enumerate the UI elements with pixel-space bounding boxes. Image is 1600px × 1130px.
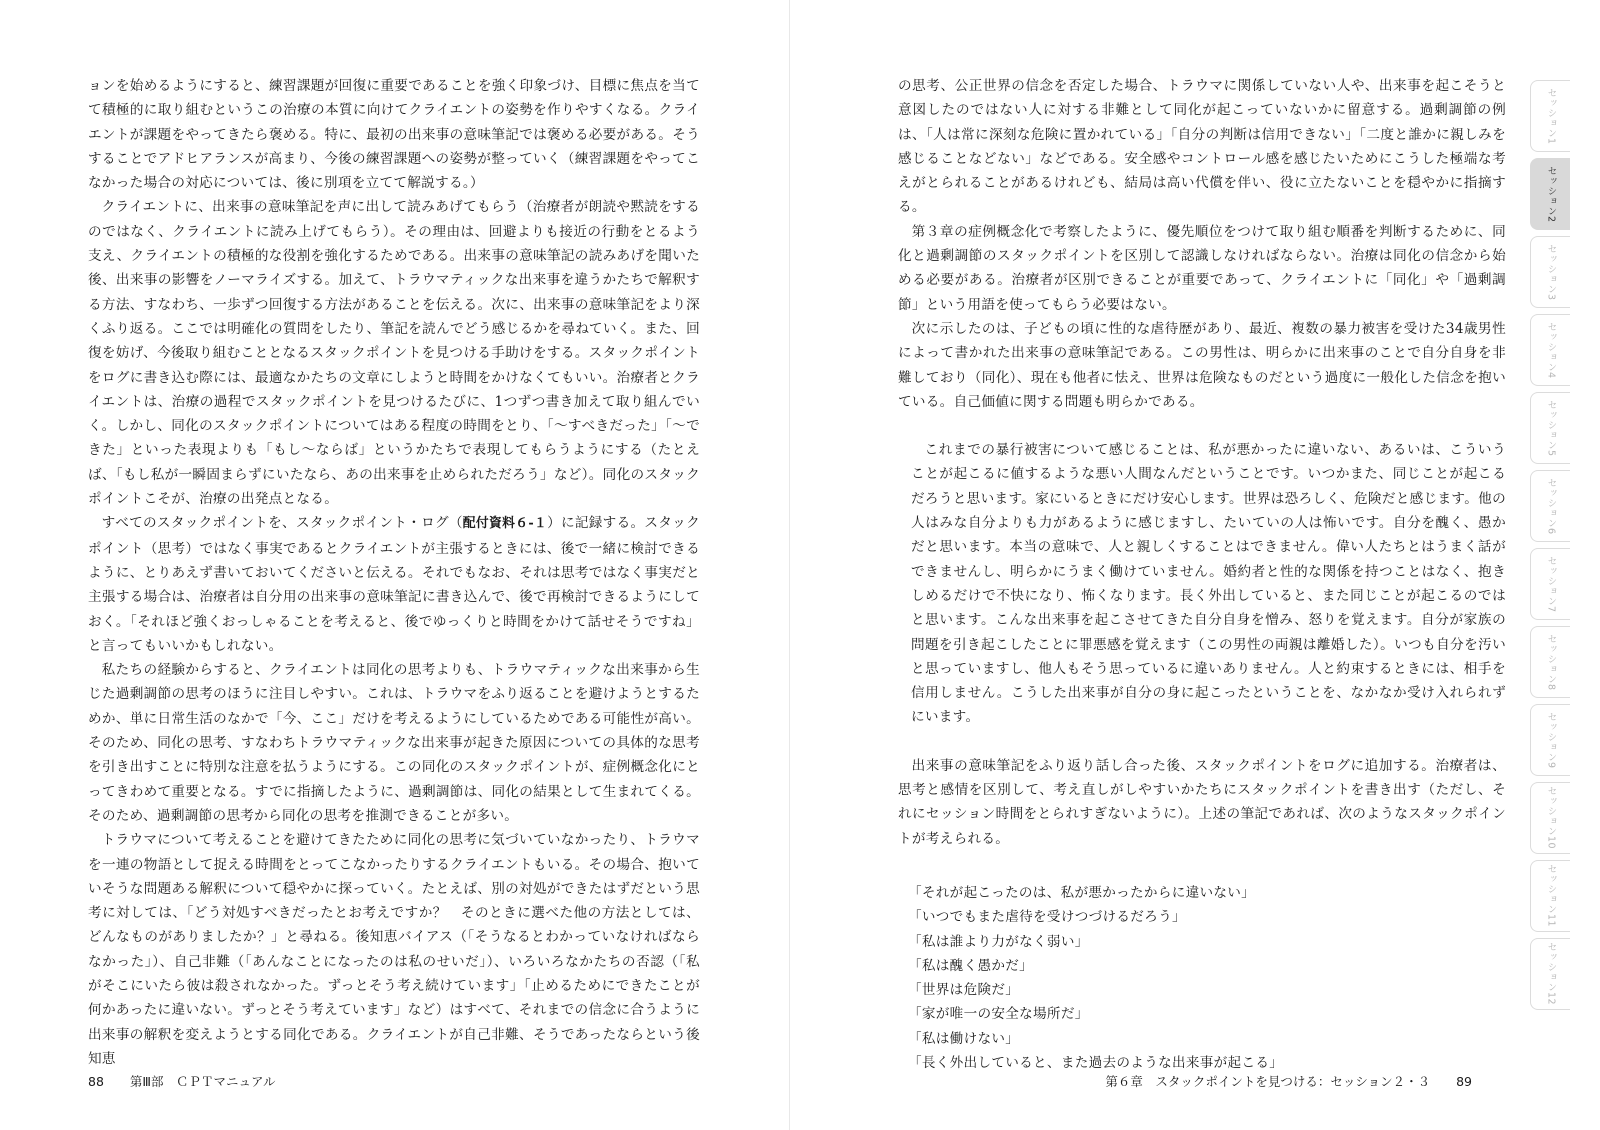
stuck-point-item: 「私は働けない」 [908, 1030, 1020, 1047]
session-tab-5 [1530, 392, 1570, 464]
block-quote [898, 438, 1506, 730]
stuck-point-item: 「私は醜く愚かだ」 [908, 957, 1034, 974]
right-page-body [898, 74, 1506, 1075]
session-tab-11 [1530, 860, 1570, 932]
paragraph [88, 658, 700, 828]
stuck-point-item: 「それが起こったのは、私が悪かったからに違いない」 [908, 884, 1256, 901]
paragraph-text: すべてのスタックポイントを、スタックポイント・ログ（ [101, 515, 463, 532]
session-tab-1 [1530, 80, 1570, 152]
session-tab-8 [1530, 626, 1570, 698]
session-tab-9 [1530, 704, 1570, 776]
session-tab-label: セッション10 [1545, 786, 1557, 850]
paragraph: 次に示したのは、子どもの頃に性的な虐待歴があり、最近、複数の暴力被害を受けた34歳男性によって書かれた出来事の意味筆記である。この男性は、明らかに出来事のことで自分自身を非難しており（同化）、現在も他者に怯え、世界は危険なものだという過度に一般化した信念を抱いている。自己価値に関する問題も明らかである。 [898, 320, 1506, 410]
paragraph-text: ョンを始めるようにすると、練習課題が回復に重要であることを強く印象づけ、目標に焦点を当てて積極的に取り組むというこの治療の本質に向けてクライエントの姿勢を作りやすくなる。クライエントが課題をやってきたら褒める。特に、最初の出来事の意味筆記では褒める必要がある。そうすることでアドヒアランスが高まり、今後の練習課題への姿勢が整っていく（練習課題をやってこなかった場合の対応については、後に別項を立てて解説する。） [88, 78, 700, 192]
left-page-footer [88, 1072, 276, 1090]
left-page-body [88, 74, 700, 1071]
paragraph [88, 828, 700, 1071]
session-tab-label: セッション5 [1545, 399, 1557, 457]
left-page [0, 0, 780, 1130]
session-tab-label: セッション2 [1545, 165, 1557, 223]
right-page-footer [1105, 1072, 1472, 1090]
stuck-point-item: 「家が唯一の安全な場所だ」 [908, 1006, 1089, 1023]
paragraph-text: トラウマについて考えることを避けてきたために同化の思考に気づいていなかったり、トラウマを一連の物語として捉える時間をとってこなかったりするクライエントもいる。その場合、抱いていそうな問題ある解釈について穏やかに探っていく。たとえば、別の対処ができたはずだという思考に対しては、「どう対処すべきだったとお考えですか？ そのときに選べた他の方法としては、どんなものがありましたか？」と尋ねる。後知恵バイアス（「そうなるとわかっていなければならなかった」）、自己非難（「あんなことになったのは私のせいだ」）、いろいろなかたちの否認（「私がそこにいたら彼は殺されなかった。ずっとそう考え続けています」「止めるためにできたことが何かあったに違いない。ずっとそう考えています」など）はすべて、それまでの信念に合うように出来事の解釈を変えようとする同化である。クライエントが自己非難、そうであったならという後知恵 [88, 832, 700, 1067]
right-page-paragraphs [898, 74, 1506, 414]
session-tab-label: セッション1 [1545, 87, 1557, 145]
paragraph-text: 私たちの経験からすると、クライエントは同化の思考よりも、トラウマティックな出来事から生じた過剰調節の思考のほうに注目しやすい。これは、トラウマをふり返ることを避けようとするためか、単に日常生活のなかで「今、ここ」だけを考えるようにしているためである可能性が高い。そのため、同化の思考、すなわちトラウマティックな出来事が起きた原因についての具体的な思考を引き出すことに特別な注意を払うようにする。この同化のスタックポイントが、症例概念化にとってきわめて重要となる。すでに指摘したように、過剰調節は、同化の結果として生まれてくる。そのため、過剰調節の思考から同化の思考を推測できることが多い。 [88, 662, 700, 824]
session-tab-label: セッション7 [1545, 555, 1557, 613]
session-index-tabs [1530, 80, 1570, 1016]
stuck-point-item: 「世界は危険だ」 [908, 982, 1020, 999]
paragraph [88, 511, 700, 658]
paragraph: の思考、公正世界の信念を否定した場合、トラウマに関係していない人や、出来事を起こそうと意図したのではない人に対する非難として同化が起こっていないかに留意する。過剰調節の例は、「人は常に深刻な危険に置かれている」「自分の判断は信用できない」「二度と誰かに親しみを感じることなどない」などである。安全感やコントロール感を感じたいためにこうした極端な考えがとられることがあるけれども、結局は高い代償を伴い、役に立たないことを穏やかに指摘する。 [898, 78, 1506, 216]
session-tab-6 [1530, 470, 1570, 542]
stuck-point-item: 「私は誰より力がなく弱い」 [908, 933, 1089, 950]
session-tab-label: セッション9 [1545, 711, 1557, 769]
session-tab-label: セッション11 [1545, 864, 1557, 928]
running-head: 第６章 スタックポイントを見つける：セッション２・３ [1105, 1074, 1431, 1089]
paragraph-text: クライエントに、出来事の意味筆記を声に出して読みあげてもらう（治療者が朗読や黙読をするのではなく、クライエントに読み上げてもらう）。その理由は、回避よりも接近の行動をとるよう支え、クライエントの積極的な役割を強化するためである。出来事の意味筆記の読みあげを聞いた後、出来事の影響をノーマライズする。加えて、トラウマティックな出来事を違うかたちで解釈する方法、すなわち、一歩ずつ回復する方法があることを伝える。次に、出来事の意味筆記をより深くふり返る。ここでは明確化の質問をしたり、筆記を読んでどう感じるかを尋ねていく。また、回復を妨げ、今後取り組むこととなるスタックポイントを見つける手助けをする。スタックポイントをログに書き込む際には、最適なかたちの文章にしようと時間をかけなくてもいい。治療者とクライエントは、治療の過程でスタックポイントを見つけるたびに、1つずつ書き加えて取り組んでいく。しかし、同化のスタックポイントについてはある程度の時間をとり、「〜すべきだった」「〜できた」といった表現よりも「もし〜ならば」というかたちで表現してもらうようにする（たとえば、「もし私が一瞬固まらずにいたなら、あの出来事を止められただろう」など）。同化のスタックポイントこそが、治療の出発点となる。 [88, 199, 700, 508]
stuck-point-item: 「長く外出していると、また過去のような出来事が起こる」 [908, 1054, 1284, 1071]
paragraph [88, 195, 700, 511]
session-tab-label: セッション3 [1545, 243, 1557, 301]
stuck-point-item: 「いつでもまた虐待を受けつづけるだろう」 [908, 909, 1186, 926]
session-tab-7 [1530, 548, 1570, 620]
session-tab-2 [1530, 158, 1570, 230]
session-tab-label: セッション12 [1545, 942, 1557, 1006]
session-tab-label: セッション6 [1545, 477, 1557, 535]
page-number: 89 [1456, 1074, 1472, 1089]
session-tab-12 [1530, 938, 1570, 1010]
paragraph [88, 74, 700, 195]
session-tab-label: セッション4 [1545, 321, 1557, 379]
right-page [800, 0, 1600, 1130]
paragraph: 出来事の意味筆記をふり返り話し合った後、スタックポイントをログに追加する。治療者は、思考と感情を区別して、考え直しがしやすいかたちにスタックポイントを書き出す（ただし、それにセッション時間をとられすぎないように）。上述の筆記であれば、次のようなスタックポイントが考えられる。 [898, 757, 1506, 847]
session-tab-label: セッション8 [1545, 633, 1557, 691]
running-head: 第Ⅲ部 ＣＰＴマニュアル [129, 1074, 276, 1089]
page-gutter [789, 0, 790, 1130]
quote-text: これまでの暴行被害について感じることは、私が悪かったに違いない、あるいは、こういうことが起こるに値するような悪い人間なんだということです。いつかまた、同じことが起こるだろうと思います。家にいるときにだけ安心します。世界は恐ろしく、危険だと感じます。他の人はみな自分よりも力があるように感じますし、たいていの人は怖いです。自分を醜く、愚かだと思います。本当の意味で、人と親しくすることはできません。偉い人たちとはうまく話ができませんし、明らかにうまく働けていません。婚約者と性的な関係を持つことはなく、抱きしめるだけで不快になり、怖くなります。長く外出していると、また同じことが起こるのではと思います。こんな出来事を起こさせてきた自分自身を憎み、怒りを覚えます。自分が家族の問題を引き起こしたことに罪悪感を覚えます（この男性の両親は離婚した）。いつも自分を汚いと思っていますし、他人もそう思っているに違いありません。人と約束するときには、相手を信用しません。こうした出来事が自分の身に起こったということを、なかなか受け入れられずにいます。 [911, 442, 1506, 726]
page-number: 88 [88, 1074, 104, 1089]
session-tab-4 [1530, 314, 1570, 386]
session-tab-10 [1530, 782, 1570, 854]
session-tab-3 [1530, 236, 1570, 308]
handout-reference: 配付資料６-１ [462, 516, 548, 532]
paragraph: 第３章の症例概念化で考察したように、優先順位をつけて取り組む順番を判断するために、同化と過剰調節のスタックポイントを区別して認識しなければならない。治療は同化の信念から始める必要がある。治療者が区別できることが重要であって、クライエントに「同化」や「過剰調節」という用語を使ってもらう必要はない。 [898, 223, 1506, 313]
stuck-point-list [898, 881, 1506, 1075]
paragraph-text: ）に記録する。スタックポイント（思考）ではなく事実であるとクライエントが主張するときには、後で一緒に検討できるように、とりあえず書いておいてくださいと伝える。それでもなお、それは思考ではなく事実だと主張する場合は、治療者は自分用の出来事の意味筆記に書き込んで、後で再検討できるようにしておく。「それほど強くおっしゃることを考えると、後でゆっくりと時間をかけて話せそうですね」と言ってもいいかもしれない。 [88, 515, 700, 654]
